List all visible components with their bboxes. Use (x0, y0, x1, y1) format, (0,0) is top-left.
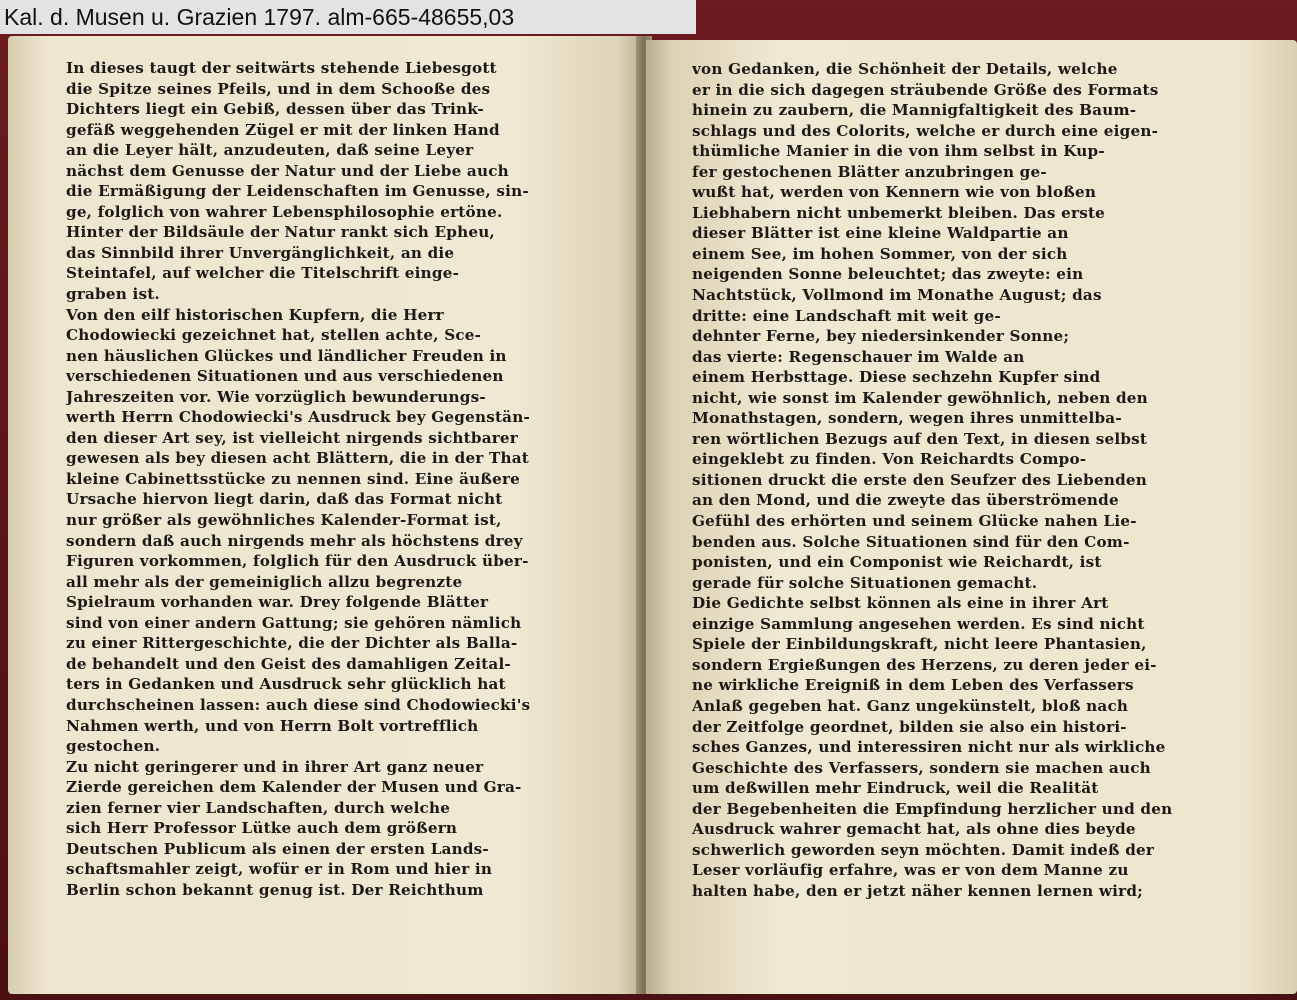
text-line: einem See, im hohen Sommer, von der sich (692, 244, 1068, 263)
text-line: sondern daß auch nirgends mehr als höchstens drey (66, 531, 523, 550)
text-line: eingeklebt zu finden. Von Reichardts Compo- (692, 450, 1087, 469)
text-line: um deßwillen mehr Eindruck, weil die Realität (692, 779, 1099, 798)
text-line: Geschichte des Verfassers, sondern sie machen auch (692, 758, 1151, 777)
text-line: sches Ganzes, und interessiren nicht nur als wirkliche (692, 738, 1166, 757)
text-line: ters in Gedanken und Ausdruck sehr glücklich hat (66, 675, 506, 694)
text-line: schlags und des Colorits, welche er durch eine eigen- (692, 121, 1159, 140)
text-line: die Ermäßigung der Leidenschaften im Genusse, sin- (66, 182, 529, 201)
text-line: gerade für solche Situationen gemacht. (692, 573, 1038, 592)
left-page-text (66, 58, 588, 900)
text-line: Spiele der Einbildungskraft, nicht leere Phantasien, (692, 635, 1147, 654)
text-line: an den Mond, und die zweyte das überströmende (692, 491, 1119, 510)
text-line: Nachtstück, Vollmond im Monathe August; das (692, 286, 1102, 305)
text-line: Figuren vorkommen, folglich für den Ausdruck über- (66, 552, 529, 571)
text-line: Monathstagen, sondern, wegen ihres unmittelba- (692, 409, 1122, 428)
text-line: Ausdruck wahrer gemacht hat, als ohne dies beyde (692, 820, 1136, 839)
text-line: Jahreszeiten vor. Wie vorzüglich bewunderungs- (66, 387, 486, 406)
text-line: halten habe, den er jetzt näher kennen lernen wird; (692, 881, 1143, 900)
text-line: gefäß weggehenden Zügel er mit der linken Hand (66, 120, 500, 139)
text-line: einzige Sammlung angesehen werden. Es sind nicht (692, 614, 1145, 633)
text-line: schwerlich geworden seyn möchten. Damit indeß der (692, 840, 1155, 859)
text-line: das Sinnbild ihrer Unvergänglichkeit, an die (66, 243, 455, 262)
text-line: sondern Ergießungen des Herzens, zu deren jeder ei- (692, 655, 1157, 674)
text-line: wußt hat, werden von Kennern wie von bloßen (692, 183, 1097, 202)
text-line: dehnter Ferne, bey niedersinkender Sonne; (692, 327, 1070, 346)
text-line: sind von einer andern Gattung; sie gehören nämlich (66, 613, 522, 632)
text-line: benden aus. Solche Situationen sind für den Com- (692, 532, 1130, 551)
text-line: Spielraum vorhanden war. Drey folgende Blätter (66, 593, 489, 612)
text-line: neigenden Sonne beleuchtet; das zweyte: ein (692, 265, 1084, 284)
text-line: Anlaß gegeben hat. Ganz ungekünstelt, bloß nach (692, 696, 1129, 715)
text-line: Hinter der Bildsäule der Natur rankt sich Epheu, (66, 223, 495, 242)
text-line: das vierte: Regenschauer im Walde an (692, 347, 1025, 366)
text-line: nicht, wie sonst im Kalender gewöhnlich, neben den (692, 388, 1148, 407)
text-line: kleine Cabinettsstücke zu nennen sind. Eine äußere (66, 469, 521, 488)
text-line: zu einer Rittergeschichte, die der Dichter als Balla- (66, 634, 518, 653)
text-line: Von den eilf historischen Kupfern, die Herr (66, 305, 444, 324)
text-line: ren wörtlichen Bezugs auf den Text, in diesen selbst (692, 429, 1148, 448)
text-line: Gefühl des erhörten und seinem Glücke nahen Lie- (692, 512, 1137, 531)
text-line: fer gestochenen Blätter anzubringen ge- (692, 162, 1047, 181)
text-line: ne wirkliche Ereigniß in dem Leben des Verfassers (692, 676, 1134, 695)
text-line: sitionen druckt die erste den Seufzer des Liebenden (692, 470, 1147, 489)
text-line: der Zeitfolge geordnet, bilden sie also ein histori- (692, 717, 1127, 736)
text-line: nur größer als gewöhnliches Kalender-Format ist, (66, 511, 502, 530)
text-line: Zierde gereichen dem Kalender der Musen und Gra- (66, 778, 522, 797)
text-line: der Begebenheiten die Empfindung herzlicher und den (692, 799, 1173, 818)
text-line: durchscheinen lassen: auch diese sind Chodowiecki's (66, 695, 531, 714)
text-line: Zu nicht geringerer und in ihrer Art ganz neuer (66, 757, 484, 776)
text-line: werth Herrn Chodowiecki's Ausdruck bey Gegenstän- (66, 408, 530, 427)
text-line: ponisten, und ein Componist wie Reichardt, ist (692, 553, 1102, 572)
text-line: gewesen als bey diesen acht Blättern, die in der That (66, 449, 529, 468)
text-line: Leser vorläufig erfahre, was er von dem Manne zu (692, 861, 1129, 880)
right-page (646, 40, 1297, 994)
text-line: thümliche Manier in die von ihm selbst in Kup- (692, 142, 1105, 161)
text-line: den dieser Art sey, ist vielleicht nirgends sichtbarer (66, 428, 518, 447)
right-page-text (692, 59, 1254, 901)
text-line: hinein zu zaubern, die Mannigfaltigkeit des Baum- (692, 101, 1137, 120)
text-line: Berlin schon bekannt genug ist. Der Reichthum (66, 880, 484, 899)
text-line: verschiedenen Situationen und aus verschiedenen (66, 367, 504, 386)
text-line: nächst dem Genusse der Natur und der Liebe auch (66, 161, 509, 180)
text-line: er in die sich dagegen sträubende Größe des Formats (692, 80, 1159, 99)
text-line: gestochen. (66, 737, 161, 756)
text-line: schaftsmahler zeigt, wofür er in Rom und hier in (66, 860, 493, 879)
text-line: von Gedanken, die Schönheit der Details, welche (692, 60, 1118, 78)
text-line: In dieses taugt der seitwärts stehende Liebesgott (66, 59, 497, 77)
text-line: Steintafel, auf welcher die Titelschrift einge- (66, 264, 460, 283)
text-line: graben ist. (66, 285, 160, 304)
text-line: Liebhabern nicht unbemerkt bleiben. Das erste (692, 203, 1106, 222)
left-page (8, 36, 644, 994)
text-line: nen häuslichen Glückes und ländlicher Freuden in (66, 346, 507, 365)
text-line: Ursache hiervon liegt darin, daß das Format nicht (66, 490, 503, 509)
text-line: zien ferner vier Landschaften, durch welche (66, 798, 451, 817)
text-line: Dichters liegt ein Gebiß, dessen über das Trink- (66, 100, 484, 119)
text-line: Nahmen werth, und von Herrn Bolt vortrefflich (66, 716, 479, 735)
text-line: sich Herr Professor Lütke auch dem größern (66, 819, 458, 838)
text-line: ge, folglich von wahrer Lebensphilosophie ertöne. (66, 202, 503, 221)
text-line: Deutschen Publicum als einen der ersten Lands- (66, 839, 489, 858)
text-line: Die Gedichte selbst können als eine in ihrer Art (692, 594, 1109, 613)
text-line: de behandelt und den Geist des damahligen Zeital- (66, 654, 511, 673)
text-line: die Spitze seines Pfeils, und in dem Schooße des (66, 79, 491, 98)
image-caption: Kal. d. Musen u. Grazien 1797. alm-665-48655,03 (0, 0, 696, 34)
text-line: all mehr als der gemeiniglich allzu begrenzte (66, 572, 463, 591)
text-line: an die Leyer hält, anzudeuten, daß seine Leyer (66, 141, 474, 160)
text-line: einem Herbsttage. Diese sechzehn Kupfer sind (692, 368, 1101, 387)
text-line: dieser Blätter ist eine kleine Waldpartie an (692, 224, 1069, 243)
text-line: Chodowiecki gezeichnet hat, stellen achte, Sce- (66, 326, 482, 345)
text-line: dritte: eine Landschaft mit weit ge- (692, 306, 1001, 325)
